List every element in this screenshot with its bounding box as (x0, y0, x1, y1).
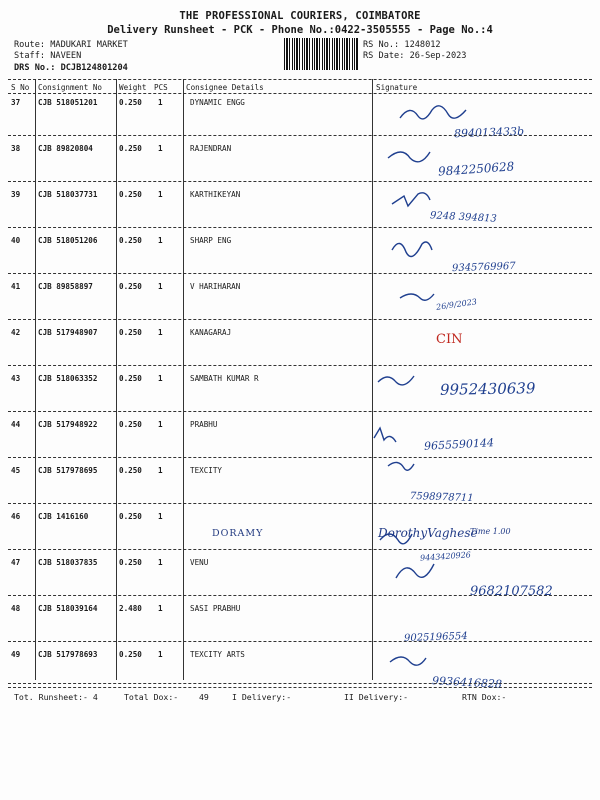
row-separator (8, 687, 592, 688)
row-consignee: RAJENDRAN (190, 144, 232, 153)
footer-total-dox-value: 49 (199, 692, 209, 702)
row-signature: 9682107582 (470, 584, 553, 599)
col-header-sno: S No (11, 83, 30, 92)
row-pcs: 1 (158, 144, 163, 153)
col-header-weight: Weight (119, 83, 147, 92)
col-header-consignment: Consignment No (38, 83, 103, 92)
row-pcs: 1 (158, 558, 163, 567)
row-signature: 9936416828 (431, 674, 503, 691)
row-weight: 0.250 (119, 512, 142, 521)
col-divider (116, 79, 117, 680)
row-pcs: 1 (158, 466, 163, 475)
col-divider (372, 79, 373, 680)
footer-tot-runsheet: Tot. Runsheet:- 4 (14, 692, 98, 702)
signature-scribble (400, 294, 434, 300)
row-signature: 894013433b (453, 124, 525, 141)
row-separator (8, 549, 592, 550)
row-weight: 0.250 (119, 650, 142, 659)
footer-rtn-dox: RTN Dox:- (462, 692, 507, 702)
row-consignee: SASI PRABHU (190, 604, 241, 613)
handwritten-signature-name: DorothyVaghese (378, 526, 478, 540)
route-label: Route: MADUKARI MARKET (14, 40, 128, 50)
row-sno: 39 (11, 190, 21, 199)
row-consignment-no: CJB 517948922 (38, 420, 98, 429)
signature-scribble (392, 193, 430, 206)
row-consignment-no: CJB 517978695 (38, 466, 98, 475)
row-consignment-no: CJB 517978693 (38, 650, 98, 659)
row-pcs: 1 (158, 604, 163, 613)
footer-ii-delivery: II Delivery:- (344, 692, 409, 702)
row-signature: 9443420926 (419, 550, 472, 563)
row-weight: 0.250 (119, 98, 142, 107)
row-separator (8, 595, 592, 596)
row-weight: 0.250 (119, 328, 142, 337)
row-sno: 38 (11, 144, 21, 153)
handwritten-name: DORAMY (212, 528, 264, 539)
row-consignee: TEXCITY (190, 466, 223, 475)
signature-scribble (378, 376, 414, 385)
row-weight: 0.250 (119, 420, 142, 429)
row-weight: 0.250 (119, 466, 142, 475)
row-pcs: 1 (158, 282, 163, 291)
row-sno: 40 (11, 236, 21, 245)
row-pcs: 1 (158, 650, 163, 659)
row-sno: 41 (11, 282, 21, 291)
row-weight: 0.250 (119, 190, 142, 199)
row-pcs: 1 (158, 420, 163, 429)
row-consignment-no: CJB 518051201 (38, 98, 98, 107)
row-separator (8, 135, 592, 136)
drs-number: DRS No.: DCJB124801204 (14, 63, 128, 73)
row-sno: 46 (11, 512, 21, 521)
row-consignment-no: CJB 89858897 (38, 282, 93, 291)
footer-total-dox: Total Dox:- (124, 692, 179, 702)
runsheet-subtitle: Delivery Runsheet - PCK - Phone No.:0422-3505555 - Page No.:4 (107, 24, 493, 36)
footer-rule (8, 683, 592, 684)
row-consignee: SAMBATH KUMAR R (190, 374, 259, 383)
row-weight: 2.480 (119, 604, 142, 613)
signature-scribble (400, 106, 466, 119)
row-weight: 0.250 (119, 236, 142, 245)
row-sno: 45 (11, 466, 21, 475)
row-consignment-no: CJB 1416160 (38, 512, 89, 521)
row-consignee: DYNAMIC ENGG (190, 98, 245, 107)
row-pcs: 1 (158, 190, 163, 199)
col-header-signature: Signature (376, 83, 418, 92)
rs-date: RS Date: 26-Sep-2023 (363, 51, 467, 61)
row-pcs: 1 (158, 98, 163, 107)
row-pcs: 1 (158, 374, 163, 383)
row-signature: 9025196554 (403, 630, 468, 645)
col-header-pcs: PCS (154, 83, 168, 92)
row-sno: 48 (11, 604, 21, 613)
company-title: THE PROFESSIONAL COURIERS, COIMBATORE (179, 10, 421, 22)
row-consignment-no: CJB 518051206 (38, 236, 98, 245)
row-pcs: 1 (158, 236, 163, 245)
signature-scribble (374, 428, 396, 442)
staff-label: Staff: NAVEEN (14, 51, 82, 61)
row-signature: 9248 394813 (429, 210, 498, 225)
row-separator (8, 365, 592, 366)
row-consignee: KARTHIKEYAN (190, 190, 241, 199)
row-separator (8, 411, 592, 412)
row-consignee: SHARP ENG (190, 236, 232, 245)
row-consignee: TEXCITY ARTS (190, 650, 245, 659)
row-consignment-no: CJB 517948907 (38, 328, 98, 337)
signature-scribble (390, 657, 426, 665)
row-pcs: 1 (158, 328, 163, 337)
row-separator (8, 319, 592, 320)
row-consignee: V HARIHARAN (190, 282, 241, 291)
row-consignee: KANAGARAJ (190, 328, 232, 337)
row-signature: 9655590144 (423, 436, 495, 453)
col-divider (183, 79, 184, 680)
row-weight: 0.250 (119, 144, 142, 153)
row-signature: 9842250628 (437, 159, 515, 179)
rs-number: RS No.: 1248012 (363, 40, 441, 50)
row-sno: 43 (11, 374, 21, 383)
row-consignment-no: CJB 518037835 (38, 558, 98, 567)
row-signature: 9345769967 (451, 260, 516, 275)
handwritten-time: Time 1.00 (470, 527, 511, 536)
row-weight: 0.250 (119, 558, 142, 567)
row-consignment-no: CJB 89820804 (38, 144, 93, 153)
signature-scribble (388, 152, 430, 162)
row-separator (8, 457, 592, 458)
row-sno: 44 (11, 420, 21, 429)
row-sno: 47 (11, 558, 21, 567)
row-sno: 49 (11, 650, 21, 659)
row-consignee: VENU (190, 558, 209, 567)
footer-i-delivery: I Delivery:- (232, 692, 292, 702)
row-separator (8, 181, 592, 182)
row-consignment-no: CJB 518039164 (38, 604, 98, 613)
row-separator (8, 503, 592, 504)
row-sno: 42 (11, 328, 21, 337)
row-sno: 37 (11, 98, 21, 107)
row-signature: 7598978711 (409, 490, 474, 505)
row-separator (8, 641, 592, 642)
row-separator (8, 273, 592, 274)
row-signature: CIN (436, 332, 463, 347)
row-consignment-no: CJB 518063352 (38, 374, 98, 383)
signature-scribble (396, 564, 434, 578)
col-header-consignee: Consignee Details (186, 83, 264, 92)
row-weight: 0.250 (119, 374, 142, 383)
barcode (284, 38, 358, 70)
row-separator (8, 227, 592, 228)
header-rule (8, 93, 592, 94)
col-divider (35, 79, 36, 680)
row-pcs: 1 (158, 512, 163, 521)
row-consignee: PRABHU (190, 420, 218, 429)
row-weight: 0.250 (119, 282, 142, 291)
row-signature: 26/9/2023 (435, 297, 478, 312)
row-signature: 9952430639 (439, 379, 536, 399)
signature-scribble (388, 462, 414, 470)
signature-scribble (392, 242, 432, 257)
row-consignment-no: CJB 518037731 (38, 190, 98, 199)
table-top-rule (8, 79, 592, 80)
